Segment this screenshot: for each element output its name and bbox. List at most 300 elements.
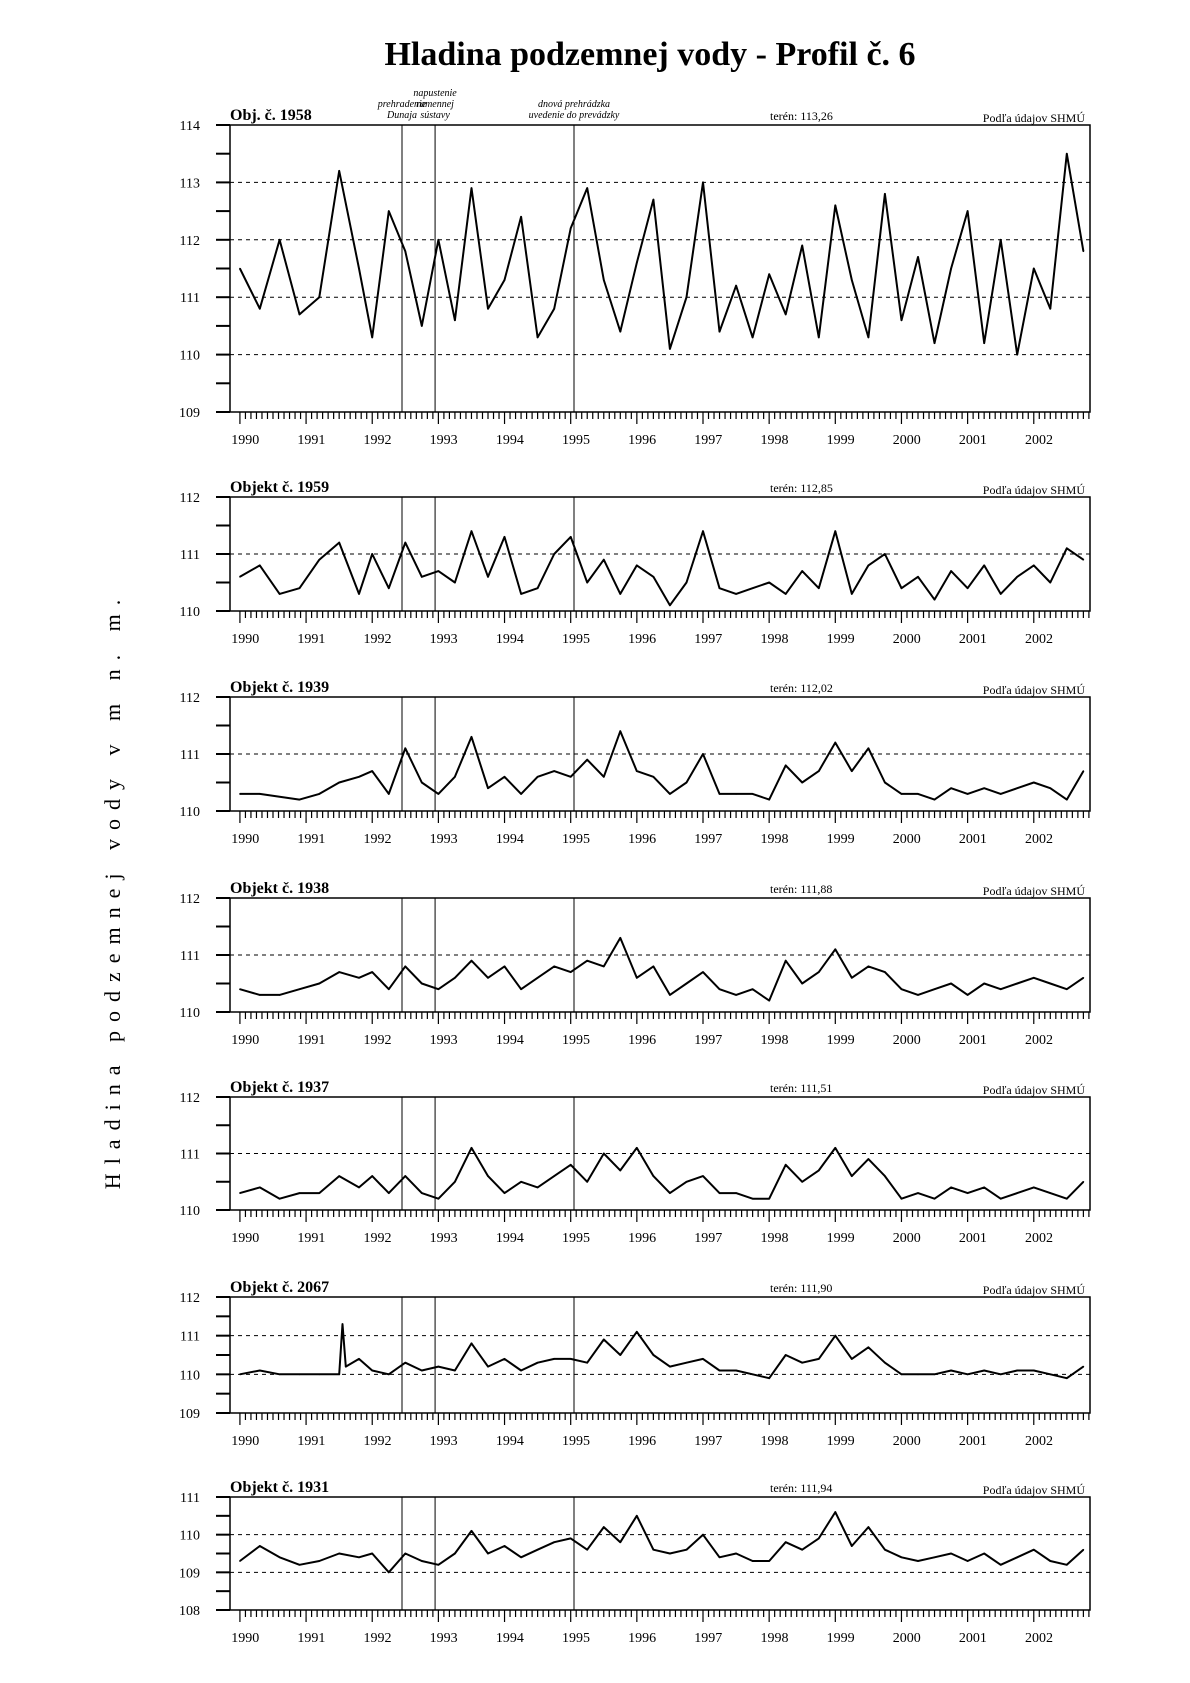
data-point	[1033, 565, 1035, 567]
event-annotation: Dunaja	[387, 110, 417, 121]
data-point	[917, 256, 919, 258]
data-point	[851, 593, 853, 595]
data-point	[851, 977, 853, 979]
event-annotation: dnová prehrádzka	[537, 99, 611, 110]
data-point	[454, 582, 456, 584]
data-point	[785, 1541, 787, 1543]
data-point	[653, 576, 655, 578]
data-point	[239, 1192, 241, 1194]
data-point	[520, 988, 522, 990]
data-point	[388, 210, 390, 212]
data-series-line	[240, 1324, 1084, 1378]
data-point	[686, 782, 688, 784]
data-point	[438, 1198, 440, 1200]
data-point	[438, 793, 440, 795]
data-point	[851, 770, 853, 772]
panel-title: Objekt č. 1938	[230, 880, 330, 897]
data-point	[686, 1549, 688, 1551]
event-annotation: prehradenie	[377, 99, 427, 110]
x-tick-label: 1999	[826, 1231, 855, 1246]
data-point	[299, 799, 301, 801]
data-point	[1016, 1556, 1018, 1558]
data-point	[702, 1358, 704, 1360]
data-point	[983, 983, 985, 985]
data-point	[934, 599, 936, 601]
data-point	[702, 753, 704, 755]
y-tick-label: 112	[179, 233, 200, 249]
data-point	[504, 1192, 506, 1194]
x-tick-label: 1993	[429, 1231, 458, 1246]
x-tick-label: 1998	[760, 433, 789, 448]
x-tick-label: 2001	[958, 1033, 987, 1048]
data-point	[1050, 787, 1052, 789]
data-point	[471, 187, 473, 189]
data-point	[636, 977, 638, 979]
panel-3	[180, 880, 1090, 1048]
data-point	[752, 1198, 754, 1200]
panel-title: Objekt č. 2067	[230, 1279, 330, 1296]
data-point	[752, 1374, 754, 1376]
x-tick-label: 2002	[1025, 632, 1054, 647]
data-point	[752, 587, 754, 589]
source-label: Podľa údajov SHMÚ	[982, 111, 1085, 125]
x-tick-label: 1992	[363, 433, 392, 448]
data-point	[454, 776, 456, 778]
data-point	[636, 565, 638, 567]
data-point	[586, 960, 588, 962]
y-tick-label: 111	[180, 1329, 200, 1345]
data-point	[405, 1553, 407, 1555]
data-point	[950, 1553, 952, 1555]
panel-5	[179, 1279, 1090, 1449]
y-tick-label: 109	[179, 1407, 200, 1422]
data-point	[1083, 250, 1085, 252]
data-point	[636, 1331, 638, 1333]
data-point	[835, 949, 837, 951]
data-point	[735, 994, 737, 996]
data-point	[620, 730, 622, 732]
x-tick-label: 1991	[297, 1231, 326, 1246]
y-tick-label: 110	[179, 605, 200, 620]
x-tick-label: 1999	[826, 1434, 855, 1449]
data-point	[818, 770, 820, 772]
data-point	[884, 1175, 886, 1177]
data-point	[768, 1560, 770, 1562]
data-point	[239, 988, 241, 990]
data-point	[735, 593, 737, 595]
data-point	[603, 559, 605, 561]
data-point	[653, 199, 655, 201]
data-point	[917, 576, 919, 578]
data-point	[1000, 1198, 1002, 1200]
x-tick-label: 1996	[628, 832, 657, 847]
panel-title: Obj. č. 1958	[230, 107, 312, 124]
data-point	[1066, 799, 1068, 801]
data-point	[388, 1374, 390, 1376]
data-point	[620, 1541, 622, 1543]
data-point	[901, 587, 903, 589]
data-point	[868, 565, 870, 567]
data-point	[537, 1187, 539, 1189]
data-point	[371, 1370, 373, 1372]
panel-title: Objekt č. 1939	[230, 679, 330, 696]
x-tick-label: 2000	[892, 433, 921, 448]
data-point	[1016, 787, 1018, 789]
data-point	[504, 1545, 506, 1547]
data-point	[719, 587, 721, 589]
data-point	[603, 776, 605, 778]
x-tick-label: 1996	[628, 1631, 657, 1646]
data-point	[752, 1560, 754, 1562]
x-tick-label: 1994	[495, 1231, 524, 1246]
data-point	[620, 331, 622, 333]
x-tick-label: 1993	[429, 632, 458, 647]
data-point	[570, 228, 572, 230]
data-point	[259, 308, 261, 310]
data-point	[553, 1541, 555, 1543]
x-tick-label: 1991	[297, 433, 326, 448]
data-point	[504, 1358, 506, 1360]
x-tick-label: 2000	[892, 832, 921, 847]
data-point	[835, 205, 837, 207]
x-tick-label: 1997	[694, 1231, 723, 1246]
y-tick-label: 112	[179, 491, 200, 506]
data-point	[438, 988, 440, 990]
data-point	[901, 319, 903, 321]
x-tick-label: 1994	[495, 1033, 524, 1048]
data-point	[570, 536, 572, 538]
data-point	[653, 1175, 655, 1177]
data-point	[785, 765, 787, 767]
x-tick-label: 1995	[561, 433, 590, 448]
data-point	[735, 1192, 737, 1194]
data-point	[868, 748, 870, 750]
x-tick-label: 1997	[694, 1033, 723, 1048]
data-point	[239, 268, 241, 270]
x-tick-label: 1999	[826, 632, 855, 647]
data-point	[884, 782, 886, 784]
x-tick-label: 2002	[1025, 1231, 1054, 1246]
data-point	[586, 759, 588, 761]
data-series-line	[240, 1148, 1084, 1199]
data-point	[950, 983, 952, 985]
data-point	[553, 553, 555, 555]
data-point	[1066, 1564, 1068, 1566]
data-point	[1066, 1377, 1068, 1379]
data-point	[504, 966, 506, 968]
event-annotation: uvedenie do prevádzky	[528, 110, 620, 121]
data-point	[818, 1170, 820, 1172]
data-point	[851, 1358, 853, 1360]
x-tick-label: 1992	[363, 1033, 392, 1048]
x-tick-label: 1990	[231, 832, 260, 847]
data-point	[371, 553, 373, 555]
x-tick-label: 1995	[561, 1231, 590, 1246]
data-point	[520, 216, 522, 218]
data-point	[1033, 1370, 1035, 1372]
data-point	[1066, 548, 1068, 550]
x-tick-label: 1991	[297, 832, 326, 847]
data-point	[537, 776, 539, 778]
x-tick-label: 2002	[1025, 1631, 1054, 1646]
data-point	[967, 793, 969, 795]
data-point	[487, 787, 489, 789]
data-point	[319, 983, 321, 985]
x-tick-label: 1996	[628, 1231, 657, 1246]
data-point	[586, 1362, 588, 1364]
data-point	[570, 1538, 572, 1540]
data-point	[537, 977, 539, 979]
y-tick-label: 111	[180, 291, 200, 307]
x-tick-label: 1994	[495, 433, 524, 448]
panel-title: Objekt č. 1959	[230, 479, 330, 496]
data-point	[768, 799, 770, 801]
x-tick-label: 1991	[297, 1434, 326, 1449]
data-point	[570, 776, 572, 778]
data-point	[279, 1556, 281, 1558]
x-tick-label: 1992	[363, 1231, 392, 1246]
data-point	[239, 576, 241, 578]
data-point	[1050, 983, 1052, 985]
data-point	[438, 239, 440, 241]
data-point	[487, 1175, 489, 1177]
x-tick-label: 1992	[363, 1434, 392, 1449]
data-point	[735, 1553, 737, 1555]
y-tick-label: 113	[179, 176, 200, 192]
y-tick-label: 110	[179, 805, 200, 820]
x-tick-label: 2000	[892, 1033, 921, 1048]
data-point	[1033, 782, 1035, 784]
source-label: Podľa údajov SHMÚ	[982, 1083, 1085, 1097]
data-point	[620, 593, 622, 595]
terrain-label: terén: 111,90	[770, 1281, 833, 1295]
data-point	[454, 977, 456, 979]
data-point	[259, 565, 261, 567]
data-series-line	[240, 154, 1084, 355]
x-tick-label: 1993	[429, 1033, 458, 1048]
data-point	[983, 787, 985, 789]
y-tick-label: 110	[179, 1368, 200, 1384]
data-point	[901, 1198, 903, 1200]
data-point	[358, 1556, 360, 1558]
data-point	[537, 337, 539, 339]
data-point	[801, 245, 803, 247]
data-point	[603, 279, 605, 281]
data-point	[669, 605, 671, 607]
data-point	[1016, 1192, 1018, 1194]
data-point	[454, 1181, 456, 1183]
data-point	[735, 285, 737, 287]
data-point	[537, 1362, 539, 1364]
data-point	[835, 530, 837, 532]
data-point	[299, 988, 301, 990]
data-point	[983, 565, 985, 567]
data-point	[299, 314, 301, 316]
x-tick-label: 1998	[760, 1631, 789, 1646]
data-point	[768, 273, 770, 275]
data-point	[1066, 988, 1068, 990]
data-point	[279, 1374, 281, 1376]
data-point	[405, 1362, 407, 1364]
data-point	[586, 187, 588, 189]
data-point	[405, 250, 407, 252]
data-point	[702, 1175, 704, 1177]
data-point	[669, 793, 671, 795]
data-point	[686, 1181, 688, 1183]
data-point	[620, 1170, 622, 1172]
data-point	[636, 770, 638, 772]
data-point	[801, 1549, 803, 1551]
data-point	[835, 1335, 837, 1337]
data-point	[259, 793, 261, 795]
data-point	[1083, 1366, 1085, 1368]
data-point	[669, 1553, 671, 1555]
data-point	[983, 342, 985, 344]
data-point	[752, 988, 754, 990]
data-point	[835, 1147, 837, 1149]
data-point	[504, 536, 506, 538]
x-tick-label: 1998	[760, 632, 789, 647]
data-point	[388, 1572, 390, 1574]
data-point	[719, 1556, 721, 1558]
data-point	[1016, 983, 1018, 985]
data-point	[570, 971, 572, 973]
data-point	[1050, 582, 1052, 584]
event-annotation: sústavy	[420, 110, 450, 121]
data-point	[851, 279, 853, 281]
x-tick-label: 2002	[1025, 832, 1054, 847]
data-point	[801, 1362, 803, 1364]
x-tick-label: 1998	[760, 1231, 789, 1246]
data-point	[421, 1370, 423, 1372]
data-point	[851, 1545, 853, 1547]
data-point	[1050, 1560, 1052, 1562]
data-point	[586, 1181, 588, 1183]
data-point	[299, 587, 301, 589]
data-point	[752, 793, 754, 795]
x-tick-label: 1994	[495, 632, 524, 647]
x-tick-label: 2001	[958, 1231, 987, 1246]
x-tick-label: 2001	[958, 832, 987, 847]
data-point	[454, 1553, 456, 1555]
y-tick-label: 110	[179, 1006, 200, 1021]
panel-4	[180, 1079, 1090, 1246]
data-point	[785, 314, 787, 316]
data-point	[438, 1366, 440, 1368]
data-point	[868, 1158, 870, 1160]
data-point	[901, 1374, 903, 1376]
data-point	[835, 742, 837, 744]
data-point	[358, 1358, 360, 1360]
data-point	[653, 1354, 655, 1356]
data-point	[487, 1553, 489, 1555]
data-point	[338, 1175, 340, 1177]
data-point	[471, 1147, 473, 1149]
data-point	[719, 793, 721, 795]
data-point	[917, 1374, 919, 1376]
data-point	[338, 971, 340, 973]
data-point	[702, 971, 704, 973]
data-point	[487, 576, 489, 578]
data-point	[1000, 1374, 1002, 1376]
data-point	[358, 977, 360, 979]
x-tick-label: 1997	[694, 1434, 723, 1449]
data-point	[421, 1192, 423, 1194]
data-point	[686, 582, 688, 584]
x-tick-label: 2001	[958, 632, 987, 647]
data-point	[487, 1366, 489, 1368]
data-series-line	[240, 731, 1084, 799]
data-point	[967, 994, 969, 996]
data-point	[319, 1560, 321, 1562]
data-point	[1050, 1374, 1052, 1376]
data-point	[686, 296, 688, 298]
y-tick-label: 111	[180, 548, 200, 563]
data-point	[1000, 239, 1002, 241]
data-point	[1083, 1181, 1085, 1183]
data-point	[345, 1366, 347, 1368]
data-point	[669, 994, 671, 996]
data-point	[868, 1526, 870, 1528]
data-point	[471, 1343, 473, 1345]
data-point	[669, 348, 671, 350]
source-label: Podľa údajov SHMÚ	[982, 1283, 1085, 1297]
data-point	[1000, 593, 1002, 595]
data-point	[950, 787, 952, 789]
terrain-label: terén: 111,88	[770, 882, 833, 896]
data-point	[487, 977, 489, 979]
data-point	[719, 1370, 721, 1372]
panel-title: Objekt č. 1937	[230, 1079, 330, 1096]
data-point	[768, 1377, 770, 1379]
x-tick-label: 1993	[429, 832, 458, 847]
data-point	[1000, 988, 1002, 990]
terrain-label: terén: 112,02	[770, 681, 833, 695]
data-point	[1066, 153, 1068, 155]
data-point	[421, 782, 423, 784]
x-tick-label: 2000	[892, 632, 921, 647]
data-point	[371, 337, 373, 339]
data-point	[520, 1370, 522, 1372]
data-point	[299, 1192, 301, 1194]
data-point	[653, 776, 655, 778]
x-tick-label: 2000	[892, 1631, 921, 1646]
x-tick-label: 1995	[561, 1434, 590, 1449]
data-point	[950, 570, 952, 572]
data-point	[471, 960, 473, 962]
data-point	[934, 799, 936, 801]
x-tick-label: 1993	[429, 1434, 458, 1449]
data-point	[299, 1374, 301, 1376]
data-point	[259, 1187, 261, 1189]
data-point	[338, 170, 340, 172]
data-point	[279, 796, 281, 798]
x-tick-label: 2000	[892, 1231, 921, 1246]
data-point	[934, 1374, 936, 1376]
data-point	[338, 542, 340, 544]
data-point	[338, 1553, 340, 1555]
x-tick-label: 2000	[892, 1434, 921, 1449]
data-point	[1083, 559, 1085, 561]
data-point	[388, 988, 390, 990]
data-point	[884, 193, 886, 195]
data-point	[884, 1362, 886, 1364]
data-point	[868, 337, 870, 339]
data-point	[603, 966, 605, 968]
data-point	[884, 1549, 886, 1551]
data-point	[388, 793, 390, 795]
data-point	[884, 553, 886, 555]
